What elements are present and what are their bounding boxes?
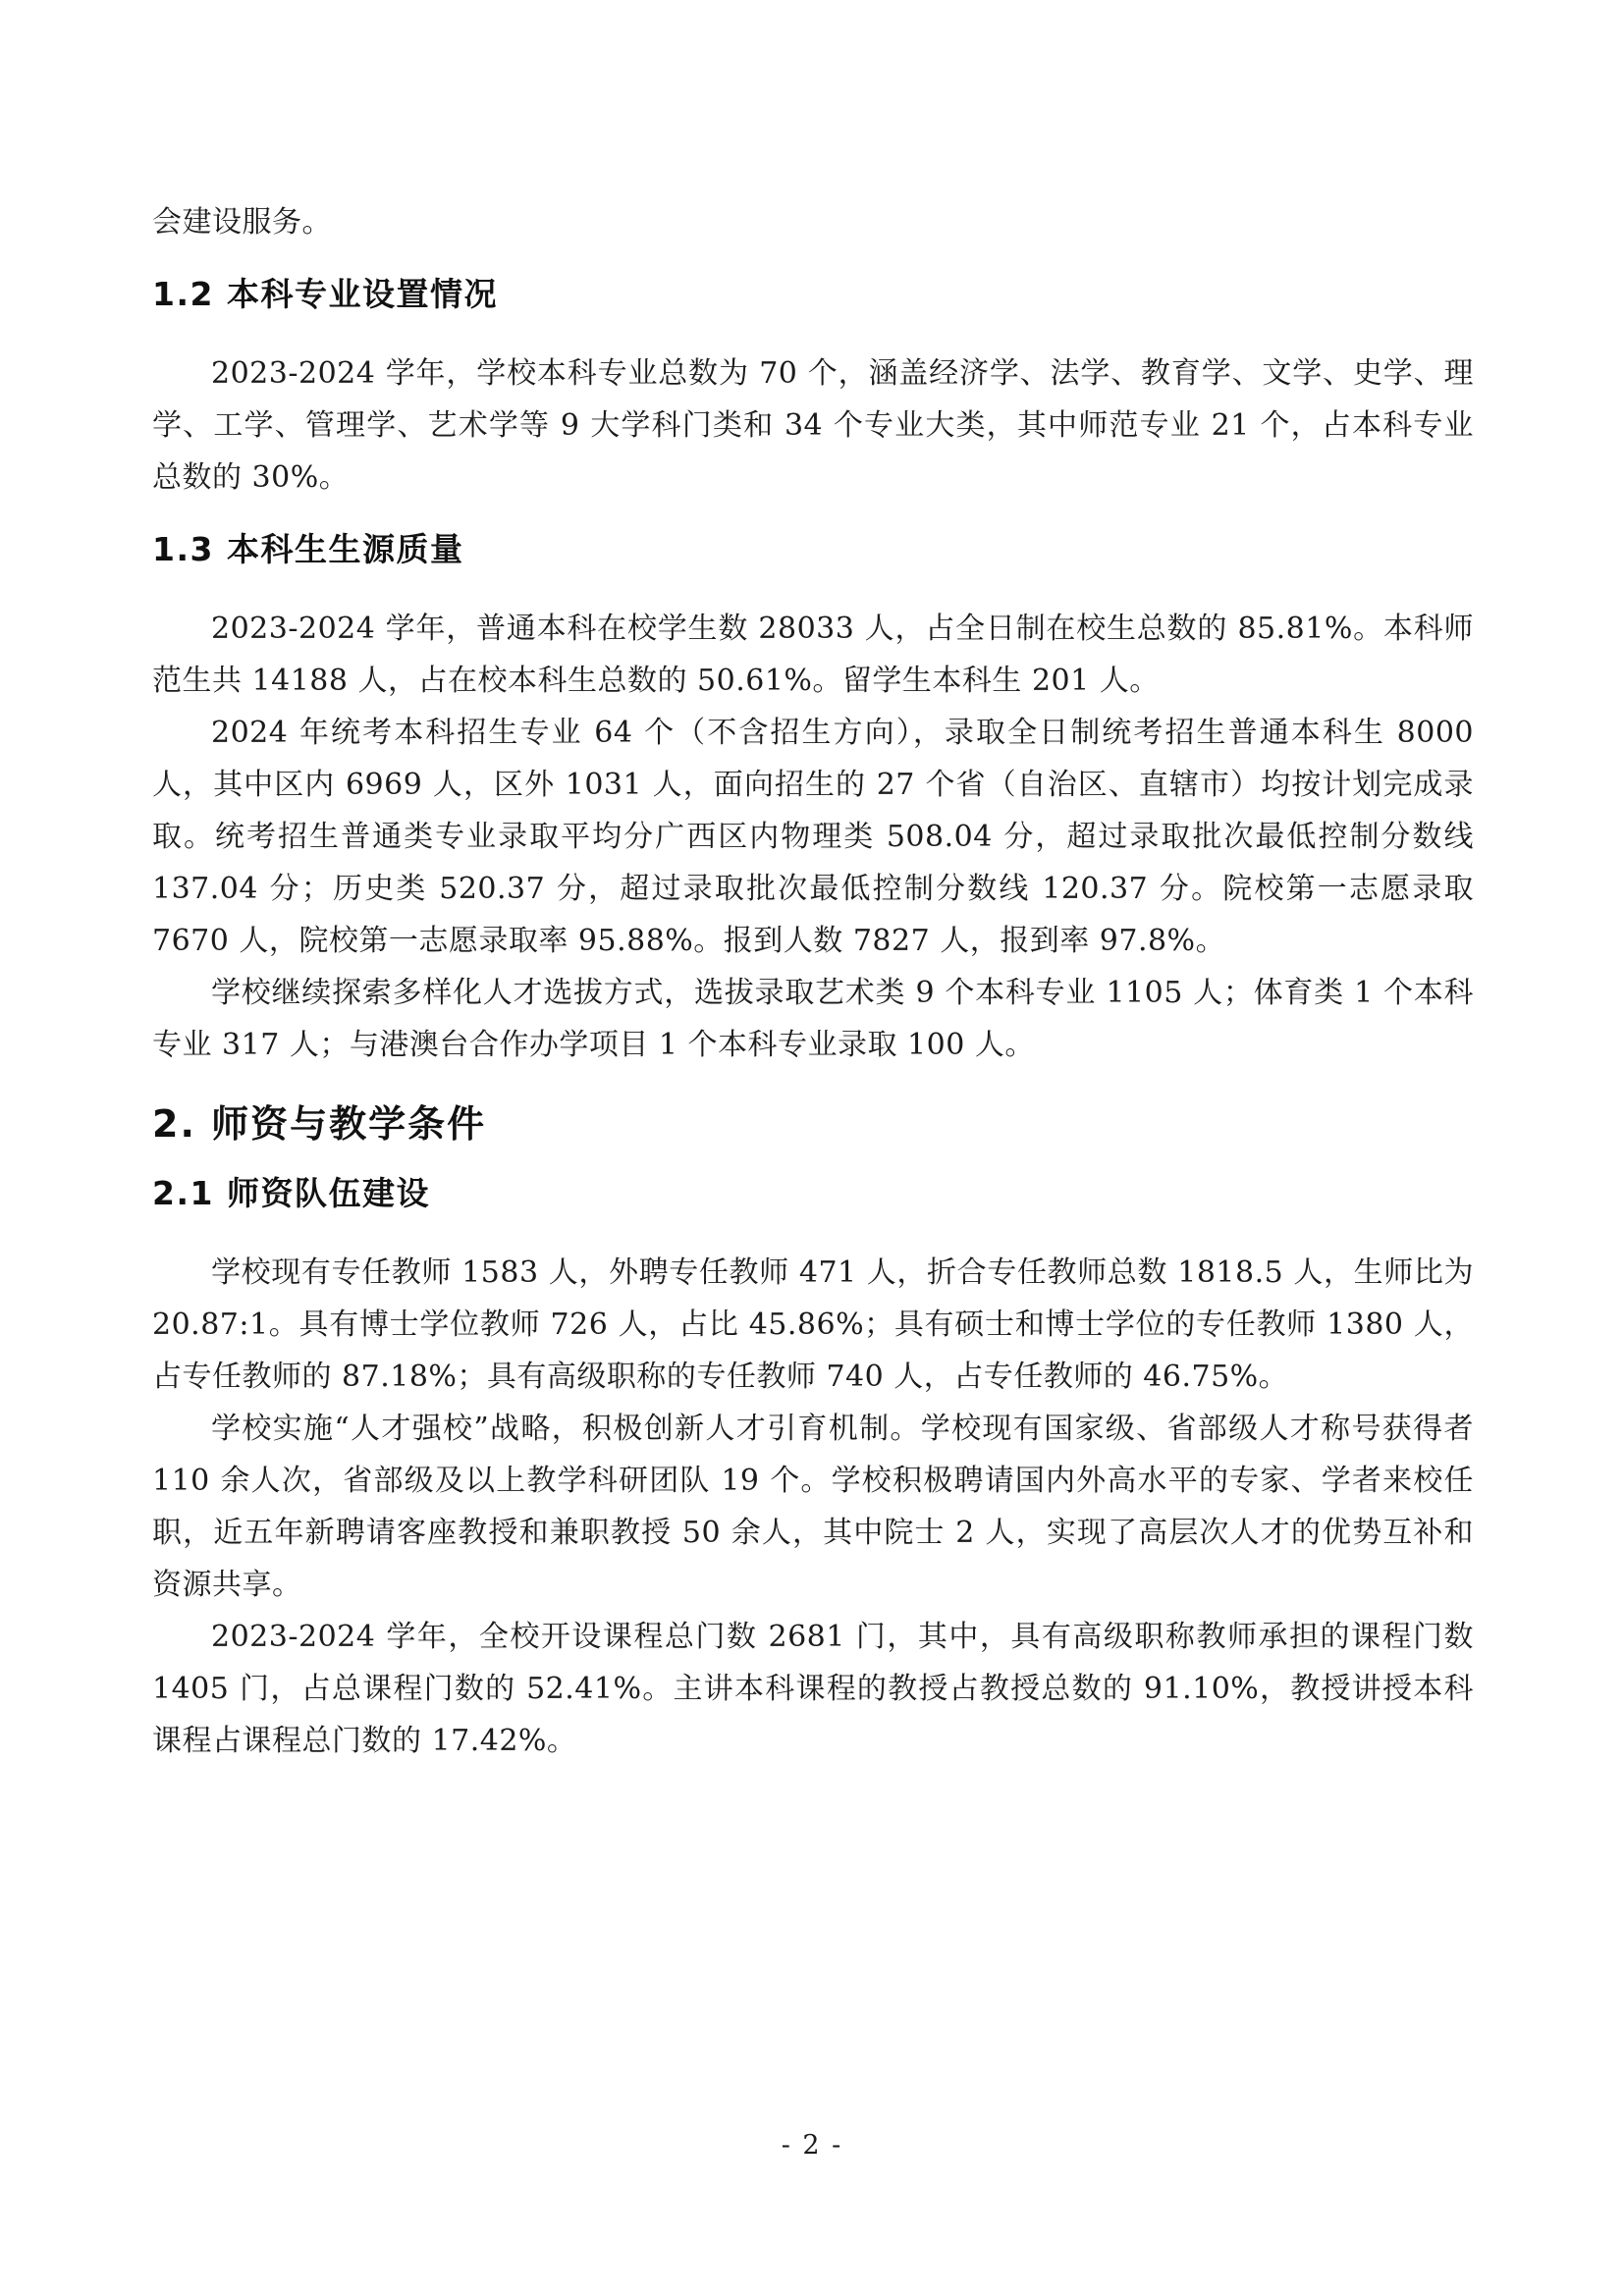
heading-2-faculty-and-teaching-conditions: 2. 师资与教学条件: [152, 1102, 487, 1146]
heading-2-1-faculty-team-building: 2.1 师资队伍建设: [152, 1174, 430, 1212]
page-number: - 2 -: [781, 2130, 843, 2161]
paragraph-talent-strategy: 学校实施“人才强校”战略，积极创新人才引育机制。学校现有国家级、省部级人才称号获得者 110 余人次，省部级及以上教学科研团队 19 个。学校积极聘请国内外高水平的专家、学者来校任职，近五年新聘请客座教授和兼职教授 50 余人，其中院士 2 人，实现了高层次人才的优势互补和资源共享。: [152, 1412, 1474, 1602]
paragraph-course-statistics: 2023-2024 学年，全校开设课程总门数 2681 门，其中，具有高级职称教师承担的课程门数 1405 门，占总课程门数的 52.41%。主讲本科课程的教授占教授总数的 91.10%，教授讲授本科课程占课程总门数的 17.42%。: [152, 1620, 1474, 1758]
continuation-paragraph: 会建设服务。: [152, 205, 332, 240]
paragraph-enrollment-overview: 2023-2024 学年，普通本科在校学生数 28033 人，占全日制在校生总数的 85.81%。本科师范生共 14188 人，占在校本科生总数的 50.61%。留学生本科生 201 人。: [152, 612, 1474, 698]
paragraph-program-overview: 2023-2024 学年，学校本科专业总数为 70 个，涵盖经济学、法学、教育学、文学、史学、理学、工学、管理学、艺术学等 9 大学科门类和 34 个专业大类，其中师范专业 21 个，占本科专业总数的 30%。: [152, 356, 1474, 495]
paragraph-admission-statistics: 2024 年统考本科招生专业 64 个（不含招生方向），录取全日制统考招生普通本科生 8000 人，其中区内 6969 人，区外 1031 人，面向招生的 27 个省（自治区、直辖市）均按计划完成录取。统考招生普通类专业录取平均分广西区内物理类 508.04 分，超过录取批次最低控制分数线 137.04 分；历史类 520.37 分，超过录取批次最低控制分数线 120.37 分。院校第一志愿录取 7670 人，院校第一志愿录取率 95.88%。报到人数 7827 人，报到率 97.8%。: [152, 716, 1474, 958]
heading-1-2-undergraduate-programs: 1.2 本科专业设置情况: [152, 275, 498, 313]
paragraph-diverse-selection: 学校继续探索多样化人才选拔方式，选拔录取艺术类 9 个本科专业 1105 人；体育类 1 个本科专业 317 人；与港澳台合作办学项目 1 个本科专业录取 100 人。: [152, 976, 1474, 1062]
heading-1-3-student-source-quality: 1.3 本科生生源质量: [152, 530, 464, 568]
paragraph-faculty-statistics: 学校现有专任教师 1583 人，外聘专任教师 471 人，折合专任教师总数 1818.5 人，生师比为 20.87:1。具有博士学位教师 726 人，占比 45.86%；具有硕士和博士学位的专任教师 1380 人，占专任教师的 87.18%；具有高级职称的专任教师 740 人，占专任教师的 46.75%。: [152, 1255, 1474, 1394]
page-content: [152, 196, 1474, 1767]
